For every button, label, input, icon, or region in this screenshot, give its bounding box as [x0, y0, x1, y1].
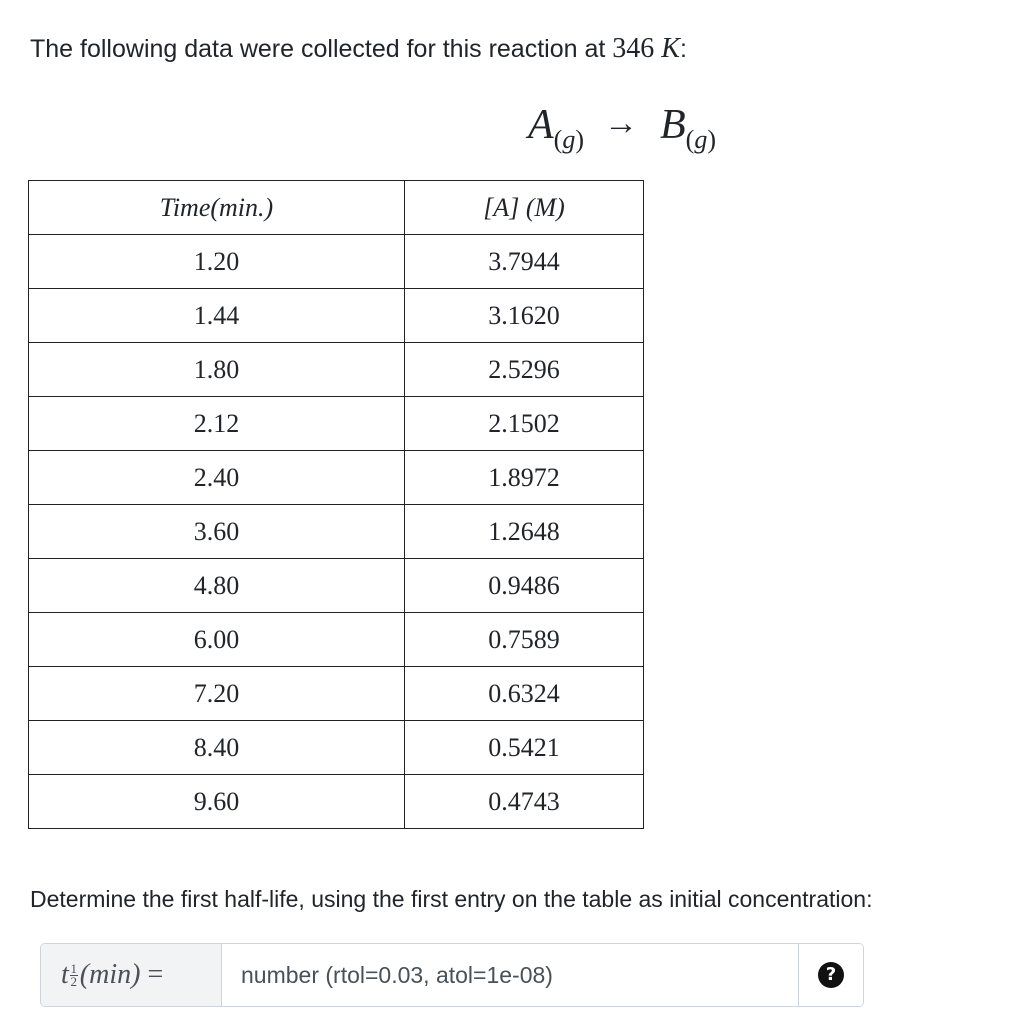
temperature-value: 346 [612, 33, 655, 64]
equals-sign: = [147, 959, 164, 990]
concentration-cell: 2.5296 [405, 343, 644, 397]
table-row [29, 451, 644, 505]
fraction-denominator: 2 [70, 973, 78, 989]
concentration-cell: 3.1620 [405, 289, 644, 343]
intro-text [30, 30, 687, 68]
table-row [29, 505, 644, 559]
intro-suffix: : [679, 35, 687, 63]
product-symbol: B [660, 102, 686, 148]
half-life-subscript [70, 960, 78, 989]
half-life-answer-input[interactable] [222, 944, 798, 1006]
reaction-arrow-icon: → [604, 105, 638, 142]
table-row [29, 289, 644, 343]
table-row [29, 397, 644, 451]
reactant-phase: (g) [553, 125, 584, 154]
concentration-cell: 2.1502 [405, 397, 644, 451]
time-column-header: Time(min.) [29, 181, 405, 235]
time-cell: 2.40 [29, 451, 405, 505]
reaction-equation [528, 96, 716, 168]
time-cell: 4.80 [29, 559, 405, 613]
time-cell: 7.20 [29, 667, 405, 721]
concentration-bracket: [A] [483, 192, 520, 222]
table-row [29, 235, 644, 289]
concentration-cell: 0.9486 [405, 559, 644, 613]
answer-unit: (min) [79, 959, 141, 990]
concentration-unit: (M) [525, 192, 565, 222]
table-row [29, 775, 644, 829]
time-cell: 6.00 [29, 613, 405, 667]
time-cell: 2.12 [29, 397, 405, 451]
concentration-column-header [405, 181, 644, 235]
time-cell: 9.60 [29, 775, 405, 829]
table-row [29, 721, 644, 775]
kinetics-data-table [28, 180, 644, 829]
question-prompt: Determine the first half-life, using the first entry on the table as initial concentration: [30, 886, 873, 912]
time-cell: 8.40 [29, 721, 405, 775]
concentration-cell: 0.4743 [405, 775, 644, 829]
time-cell: 1.44 [29, 289, 405, 343]
temperature [612, 33, 680, 64]
time-cell: 1.20 [29, 235, 405, 289]
reactant-symbol: A [528, 102, 554, 148]
answer-input-group [40, 943, 864, 1007]
help-button[interactable] [798, 944, 863, 1006]
question-circle-icon[interactable]: ? [818, 962, 844, 988]
half-life-variable: t [61, 959, 69, 990]
temperature-unit: K [661, 33, 680, 64]
time-cell: 3.60 [29, 505, 405, 559]
concentration-cell: 0.6324 [405, 667, 644, 721]
concentration-cell: 3.7944 [405, 235, 644, 289]
concentration-cell: 1.8972 [405, 451, 644, 505]
table-row [29, 613, 644, 667]
table-row [29, 343, 644, 397]
intro-sentence: The following data were collected for this reaction at [30, 35, 613, 63]
answer-label [41, 944, 222, 1006]
concentration-cell: 0.5421 [405, 721, 644, 775]
concentration-cell: 0.7589 [405, 613, 644, 667]
time-cell: 1.80 [29, 343, 405, 397]
table-row [29, 559, 644, 613]
product-phase: (g) [685, 125, 716, 154]
table-row [29, 667, 644, 721]
concentration-cell: 1.2648 [405, 505, 644, 559]
table-header-row [29, 181, 644, 235]
fraction-numerator: 1 [70, 960, 78, 976]
